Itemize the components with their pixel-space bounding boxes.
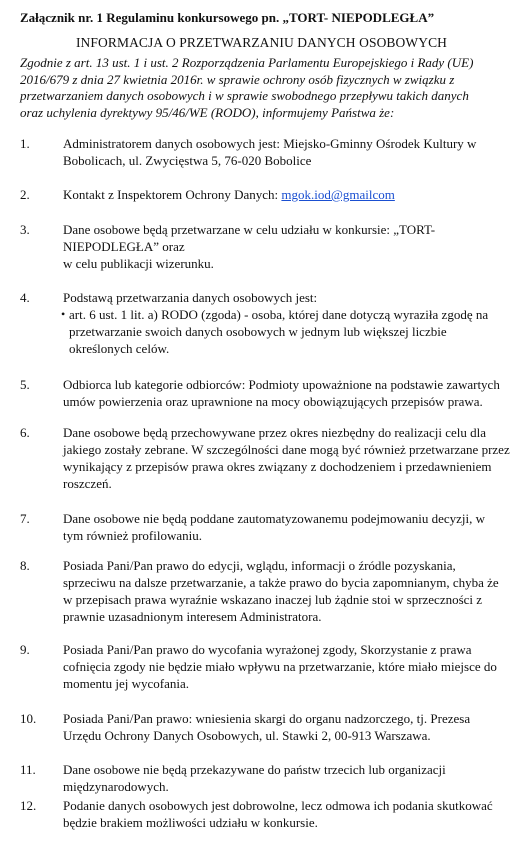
item-text (63, 510, 515, 544)
item-number: 11. (20, 762, 36, 777)
item-number: 3. (20, 222, 30, 237)
item-text (63, 761, 515, 795)
item-line: Dane osobowe będą przechowywane przez okres niezbędny do realizacji celu dla (63, 425, 487, 440)
item-line: w przepisach prawa wyraźnie wskazano inaczej lub żądnie stoi w sprzeczności z (63, 592, 483, 607)
item-text (63, 424, 515, 492)
item-text (63, 376, 515, 410)
item-line: Dane osobowe będą przetwarzane w celu udziału w konkursie: „TORT- (63, 222, 436, 237)
item-line: będzie brakiem możliwości udziału w konkursie. (63, 815, 318, 830)
item-text (63, 186, 515, 203)
item-line: jakiego zostały zebrane. W szczególności dane mogą być również przetwarzane przez (63, 442, 510, 457)
item-line: Bobolicach, ul. Zwycięstwa 5, 76-020 Bobolice (63, 153, 312, 168)
item-number: 7. (20, 511, 30, 526)
bullet-line: art. 6 ust. 1 lit. a) RODO (zgoda) - osoba, której dane dotyczą wyraziła zgodę na (69, 307, 489, 322)
intro-line: przetwarzaniem danych osobowych i w sprawie swobodnego przepływu takich danych (20, 88, 469, 103)
item-number: 6. (20, 425, 30, 440)
item-line: umów powierzenia oraz uprawnione na mocy obowiązujących przepisów prawa. (63, 394, 483, 409)
item-line: międzynarodowych. (63, 779, 169, 794)
bullet-line: określonych celów. (69, 341, 170, 356)
item-text (63, 289, 515, 357)
item-line: tym również profilowaniu. (63, 528, 202, 543)
item-number: 9. (20, 642, 30, 657)
item-text (63, 797, 515, 831)
item-line: cofnięcia zgody nie będzie miało wpływu na przetwarzanie, które miało miejsce do (63, 659, 497, 674)
item-text (63, 641, 515, 692)
item-number: 4. (20, 290, 30, 305)
iod-email-link[interactable]: mgok.iod@gmailcom (281, 187, 395, 202)
item-number: 12. (20, 798, 37, 813)
intro-paragraph (20, 55, 510, 121)
item-line: momentu jej wycofania. (63, 676, 189, 691)
item-line: sprzeciwu na dalsze przetwarzanie, a także prawo do bycia zapomnianym, chyba że (63, 575, 499, 590)
document-title: INFORMACJA O PRZETWARZANIU DANYCH OSOBOWYCH (75, 35, 448, 50)
item-line: Administratorem danych osobowych jest: Miejsko-Gminny Ośrodek Kultury w (63, 136, 477, 151)
attachment-heading: Załącznik nr. 1 Regulaminu konkursowego pn. „TORT- NIEPODLEGŁA” (20, 10, 435, 25)
item-line: Posiada Pani/Pan prawo do edycji, wglądu, informacji o źródle pozyskania, (63, 558, 456, 573)
item-line: NIEPODLEGŁA” oraz (63, 239, 185, 254)
item-line: wynikający z przepisów prawa okres związany z dochodzeniem i przedawnieniem (63, 459, 492, 474)
item-line: roszczeń. (63, 476, 112, 491)
item-line: w celu publikacji wizerunku. (63, 256, 214, 271)
item-line: Posiada Pani/Pan prawo: wniesienia skargi do organu nadzorczego, tj. Prezesa (63, 711, 471, 726)
item-line: prawnie uzasadnionym interesem Administratora. (63, 609, 322, 624)
item-line: Dane osobowe nie będą przekazywane do państw trzecich lub organizacji (63, 762, 446, 777)
item-line: Dane osobowe nie będą poddane zautomatyzowanemu podejmowaniu decyzji, w (63, 511, 485, 526)
item-number: 10. (20, 711, 37, 726)
item-line: Urzędu Ochrony Danych Osobowych, ul. Stawki 2, 00-913 Warszawa. (63, 728, 431, 743)
item-number: 5. (20, 377, 30, 392)
item-number: 8. (20, 558, 30, 573)
item-line: Podanie danych osobowych jest dobrowolne, lecz odmowa ich podania skutkować (63, 798, 493, 813)
bullet-line: przetwarzanie swoich danych osobowych w jednym lub większej liczbie (69, 324, 447, 339)
intro-line: Zgodnie z art. 13 ust. 1 i ust. 2 Rozporządzenia Parlamentu Europejskiego i Rady (UE) (20, 55, 474, 70)
intro-line: 2016/679 z dnia 27 kwietnia 2016r. w sprawie ochrony osób fizycznych w związku z (20, 71, 455, 87)
item-text (63, 557, 515, 625)
item-number: 2. (20, 187, 30, 202)
bullet-item (63, 306, 515, 357)
bullet-icon: • (61, 307, 66, 321)
item-line: Posiada Pani/Pan prawo do wycofania wyrażonej zgody, Skorzystanie z prawa (63, 642, 472, 657)
item-line: Podstawą przetwarzania danych osobowych jest: (63, 290, 318, 305)
intro-line: oraz uchylenia dyrektywy 95/46/WE (RODO), informujemy Państwa że: (20, 104, 395, 120)
item-number: 1. (20, 136, 30, 151)
item-text (63, 221, 515, 272)
item-line: Kontakt z Inspektorem Ochrony Danych: (63, 187, 282, 202)
item-text (63, 135, 515, 169)
item-text (63, 710, 515, 744)
item-line: Odbiorca lub kategorie odbiorców: Podmioty upoważnione na podstawie zawartych (63, 377, 500, 392)
